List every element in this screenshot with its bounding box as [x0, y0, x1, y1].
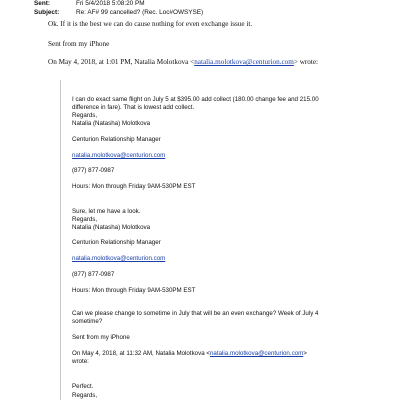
subject-label: Subject: — [34, 8, 60, 16]
subject-row — [34, 9, 394, 18]
sent-value: Fri 5/4/2018 5:08:20 PM — [76, 0, 145, 7]
msg2-line1: Sure, let me have a look. — [72, 208, 141, 215]
msg2-hours: Hours: Mon through Friday 9AM-530PM EST — [72, 287, 196, 294]
msg2-email-link[interactable]: natalia.molotkova@centurion.com — [72, 255, 166, 262]
msg2-regards: Regards, — [72, 215, 98, 223]
quote-intro-suffix: > wrote: — [293, 58, 319, 66]
msg3-wrote: wrote: — [72, 357, 89, 365]
msg2-title: Centurion Relationship Manager — [72, 239, 161, 246]
sent-row — [34, 0, 394, 9]
msg3-intro-suffix: > — [303, 350, 307, 357]
msg3-intro-email-link[interactable]: natalia.molotkova@centurion.com — [209, 350, 304, 357]
sent-from-iphone: Sent from my iPhone — [48, 40, 110, 48]
email-header — [34, 0, 394, 17]
msg3-intro-line — [72, 350, 342, 358]
quote-intro — [48, 58, 318, 67]
msg1-name: Natalia (Natasha) Molotkova — [72, 119, 151, 127]
quoted-message-3 — [72, 310, 342, 326]
msg1-email-link[interactable]: natalia.molotkova@centurion.com — [72, 152, 166, 159]
sent-label: Sent: — [34, 0, 50, 7]
msg3-intro-prefix: On May 4, 2018, at 11:32 AM, Natalia Molotkova < — [72, 350, 210, 357]
msg2-name: Natalia (Natasha) Molotkova — [72, 223, 151, 231]
msg3-line2: sometime? — [72, 317, 103, 325]
msg1-regards: Regards, — [72, 111, 98, 119]
msg3-regards: Regards, — [72, 392, 98, 399]
msg3-sent-from: Sent from my iPhone — [72, 334, 130, 341]
quote-intro-email-link[interactable]: natalia.molotkova@centurion.com — [194, 58, 294, 66]
msg1-line1: I can do exact same flight on July 5 at $395.00 add collect (180.00 change fee and 215.00 — [72, 96, 319, 103]
msg3-line1: Can we please change to sometime in July that will be an even exchange? Week of July 4 — [72, 310, 319, 317]
msg1-line2: difference in fare). That is lowest add collect. — [72, 103, 195, 111]
msg3-perfect: Perfect. — [72, 383, 94, 390]
reply-line: Ok. If it is the best we can do cause nothing for even exchange issue it. — [48, 20, 253, 28]
msg1-title: Centurion Relationship Manager — [72, 136, 161, 143]
subject-value: Re: AF# 99 cancelled? (Rec. Loc#OWSYSE) — [76, 8, 204, 16]
quoted-message-1 — [72, 96, 342, 128]
quoted-message-2 — [72, 208, 342, 232]
msg1-hours: Hours: Mon through Friday 9AM-530PM EST — [72, 183, 196, 190]
msg1-phone: (877) 877-0987 — [72, 167, 115, 174]
quote-intro-prefix: On May 4, 2018, at 1:01 PM, Natalia Molotkova < — [48, 58, 195, 66]
msg3-intro — [72, 350, 342, 366]
msg2-phone: (877) 877-0987 — [72, 271, 115, 278]
